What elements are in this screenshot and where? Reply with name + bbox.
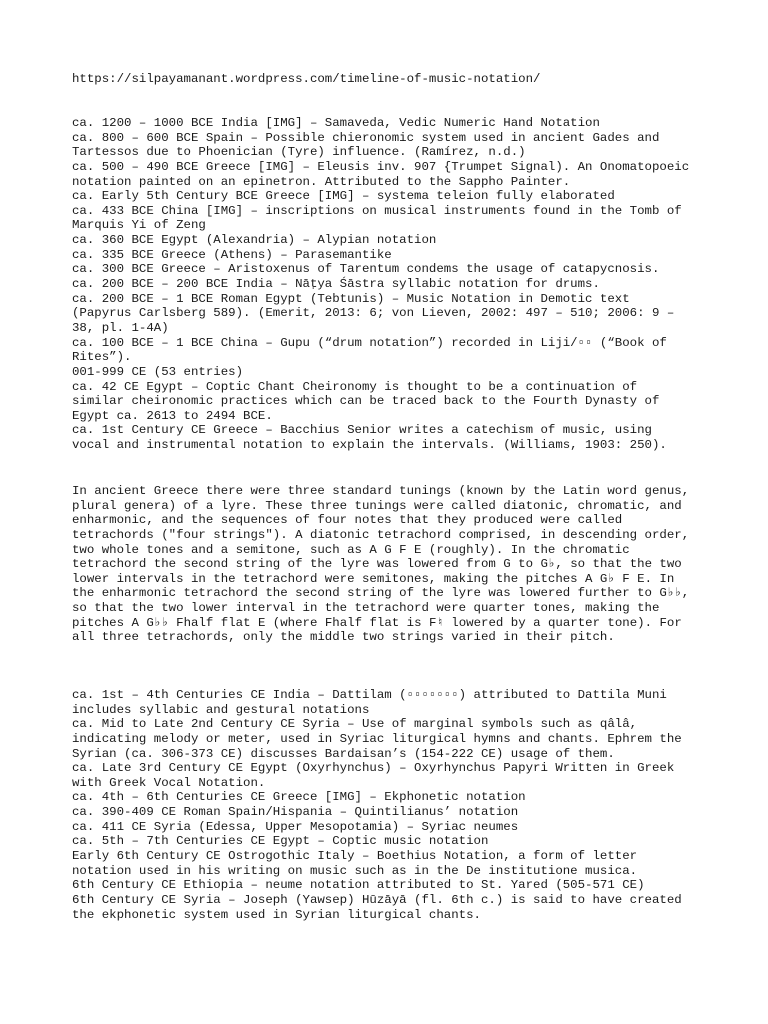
text-line: Syrian (ca. 306-373 CE) discusses Bardaisan’s (154-222 CE) usage of them. xyxy=(72,746,615,761)
text-line: ca. 1200 – 1000 BCE India [IMG] – Samaveda, Vedic Numeric Hand Notation xyxy=(72,116,600,130)
text-line: the ekphonetic system used in Syrian liturgical chants. xyxy=(72,907,481,922)
text-line: ca. 360 BCE Egypt (Alexandria) – Alypian notation xyxy=(72,233,437,248)
text-line: ca. 200 BCE – 200 BCE India – Nāṭya Śāstra syllabic notation for drums. xyxy=(72,277,600,292)
text-line: ca. 42 CE Egypt – Coptic Chant Cheironomy is thought to be a continuation of xyxy=(72,379,638,394)
text-line: Marquis Yi of Zeng xyxy=(72,218,206,233)
text-line: all three tetrachords, only the middle two strings varied in their pitch. xyxy=(72,630,615,645)
text-line: ca. 433 BCE China [IMG] – inscriptions on musical instruments found in the Tomb of xyxy=(72,203,682,218)
text-line: 38, pl. 1-4A) xyxy=(72,320,169,335)
text-line: indicating melody or meter, used in Syriac liturgical hymns and chants. Ephrem the xyxy=(72,731,682,746)
text-line: includes syllabic and gestural notations xyxy=(72,702,370,717)
text-line: In ancient Greece there were three standard tunings (known by the Latin word genus, xyxy=(72,484,690,498)
text-line: two whole tones and a semitone, such as A G F E (roughly). In the chromatic xyxy=(72,542,630,557)
text-line: enharmonic, and the sequences of four notes that they produced were called xyxy=(72,513,623,528)
text-line: 6th Century CE Ethiopia – neume notation attributed to St. Yared (505-571 CE) xyxy=(72,878,645,893)
text-line: Rites”). xyxy=(72,350,132,365)
text-line: Early 6th Century CE Ostrogothic Italy – Boethius Notation, a form of letter xyxy=(72,849,638,864)
text-line: so that the two lower interval in the tetrachord were quarter tones, making the xyxy=(72,601,660,616)
text-line: similar cheironomic practices which can be traced back to the Fourth Dynasty of xyxy=(72,394,660,409)
text-line: ca. 1st – 4th Centuries CE India – Dattilam (▫▫▫▫▫▫▫) attributed to Dattila Muni xyxy=(72,688,667,702)
text-line: ca. 1st Century CE Greece – Bacchius Senior writes a catechism of music, using xyxy=(72,423,652,438)
text-line: lower intervals in the tetrachord were semitones, making the pitches A G♭ F E. In xyxy=(72,571,675,586)
text-line: tetrachord the second string of the lyre was lowered from G to G♭, so that the two xyxy=(72,557,682,572)
source-url: https://silpayamanant.wordpress.com/timeline-of-music-notation/ xyxy=(72,72,541,86)
text-line: ca. 100 BCE – 1 BCE China – Gupu (“drum notation”) recorded in Liji/▫▫ (“Book of xyxy=(72,335,667,350)
text-line: the enharmonic tetrachord the second string of the lyre was lowered further to G♭♭, xyxy=(72,586,690,601)
text-line: ca. 500 – 490 BCE Greece [IMG] – Eleusis inv. 907 {Trumpet Signal). An Onomatopoeic xyxy=(72,159,690,174)
text-line: ca. 5th – 7th Centuries CE Egypt – Coptic music notation xyxy=(72,834,489,849)
timeline-block-early xyxy=(72,116,712,453)
text-line: ca. 411 CE Syria (Edessa, Upper Mesopotamia) – Syriac neumes xyxy=(72,819,519,834)
text-line: tetrachords ("four strings"). A diatonic tetrachord comprised, in descending order, xyxy=(72,527,690,542)
text-line: Tartessos due to Phoenician (Tyre) influence. (Ramírez, n.d.) xyxy=(72,145,526,160)
text-line: with Greek Vocal Notation. xyxy=(72,775,266,790)
text-line: Egypt ca. 2613 to 2494 BCE. xyxy=(72,408,273,423)
text-line: ca. Late 3rd Century CE Egypt (Oxyrhynchus) – Oxyrhynchus Papyri Written in Greek xyxy=(72,761,675,776)
text-line: 6th Century CE Syria – Joseph (Yawsep) Hūzāyā (fl. 6th c.) is said to have created xyxy=(72,892,682,907)
text-line: pitches A G♭♭ Fhalf flat E (where Fhalf flat is F♮ lowered by a quarter tone). For xyxy=(72,615,682,630)
text-line: ca. 4th – 6th Centuries CE Greece [IMG] – Ekphonetic notation xyxy=(72,790,526,805)
text-line: ca. Early 5th Century BCE Greece [IMG] – systema teleion fully elaborated xyxy=(72,189,615,204)
text-line: ca. 390-409 CE Roman Spain/Hispania – Quintilianus’ notation xyxy=(72,805,519,820)
text-line: ca. Mid to Late 2nd Century CE Syria – Use of marginal symbols such as qâlâ, xyxy=(72,717,638,732)
text-line: ca. 335 BCE Greece (Athens) – Parasemantike xyxy=(72,247,392,262)
text-line: 001-999 CE (53 entries) xyxy=(72,364,244,379)
text-line: ca. 800 – 600 BCE Spain – Possible chieronomic system used in ancient Gades and xyxy=(72,130,660,145)
timeline-block-later xyxy=(72,688,712,922)
text-line: notation used in his writing on music such as in the De institutione musica. xyxy=(72,863,638,878)
text-line: plural genera) of a lyre. These three tunings were called diatonic, chromatic, and xyxy=(72,498,682,513)
text-line: ca. 200 BCE – 1 BCE Roman Egypt (Tebtunis) – Music Notation in Demotic text xyxy=(72,291,630,306)
text-line: notation painted on an epinetron. Attributed to the Sappho Painter. xyxy=(72,174,571,189)
text-line: ca. 300 BCE Greece – Aristoxenus of Tarentum condems the usage of catapycnosis. xyxy=(72,262,660,277)
text-line: (Papyrus Carlsberg 589). (Emerit, 2013: 6; von Lieven, 2002: 497 – 510; 2006: 9 – xyxy=(72,306,675,321)
text-line: vocal and instrumental notation to explain the intervals. (Williams, 1903: 250). xyxy=(72,438,667,453)
greek-tunings-paragraph xyxy=(72,484,712,645)
